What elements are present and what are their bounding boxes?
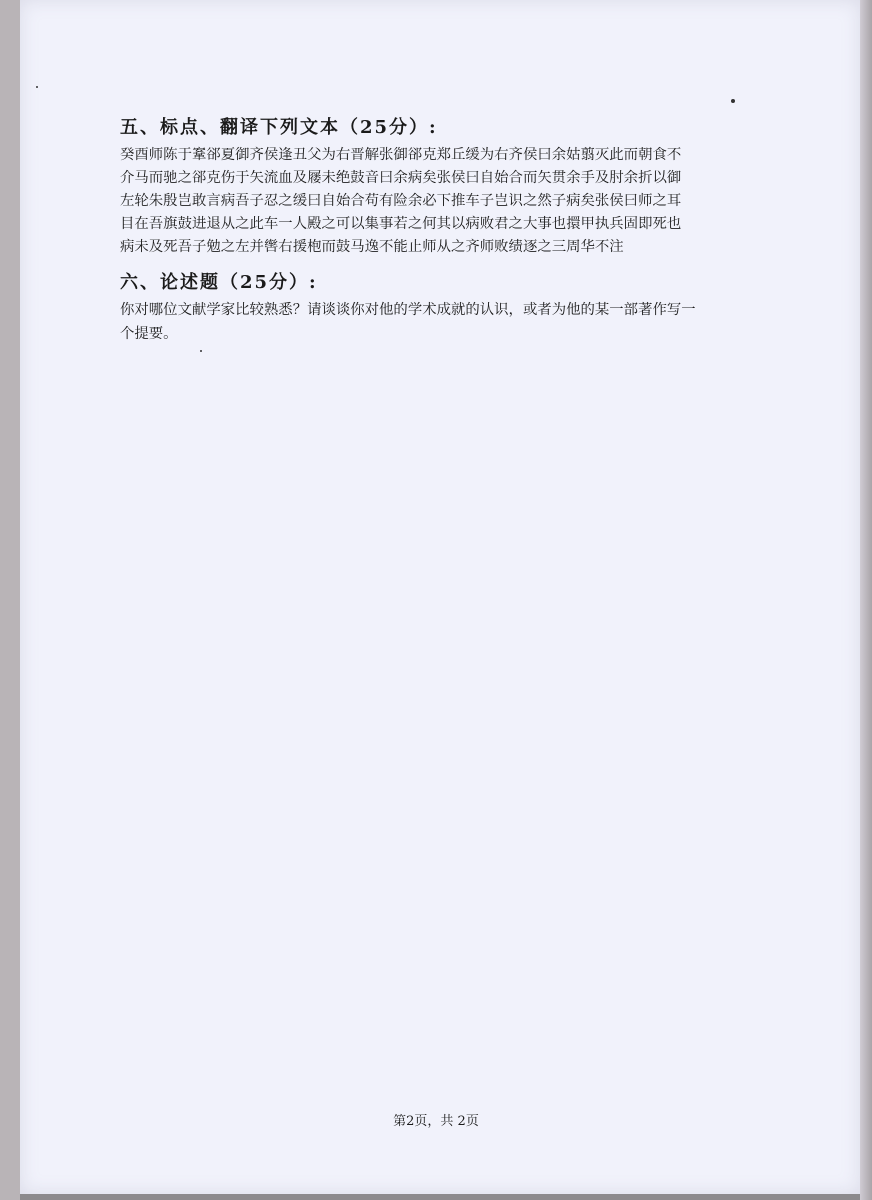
section-6-text-line: 你对哪位文献学家比较熟悉？请谈谈你对他的学术成就的认识，或者为他的某一部著作写一 xyxy=(120,302,696,318)
section-5-text-line: 目在吾旗鼓进退从之此车一人殿之可以集事若之何其以病败君之大事也擐甲执兵固即死也 xyxy=(120,216,682,232)
scan-edge xyxy=(858,0,872,1200)
section-5-heading: 五、标点、翻译下列文本（25分）: xyxy=(120,117,438,138)
page-bottom-edge xyxy=(20,1194,860,1200)
page-number: 第2页，共 2页 xyxy=(393,1114,479,1129)
scan-speck xyxy=(200,350,202,352)
section-6-text-line: 个提要。 xyxy=(120,326,178,342)
section-5-text-line: 介马而驰之郤克伤于矢流血及屦未绝鼓音曰余病矣张侯曰自始合而矢贯余手及肘余折以御 xyxy=(120,170,682,186)
section-6-heading: 六、论述题（25分）: xyxy=(120,272,318,293)
scan-speck xyxy=(36,86,38,88)
scan-speck xyxy=(731,99,735,103)
section-5-text-line: 癸酉师陈于鞌郤夏御齐侯逢丑父为右晋解张御郤克郑丘缓为右齐侯曰余姑翦灭此而朝食不 xyxy=(120,147,682,163)
section-5-text-line: 病未及死吾子勉之左并辔右援枹而鼓马逸不能止师从之齐师败绩逐之三周华不注 xyxy=(120,239,624,255)
section-5-text-line: 左轮朱殷岂敢言病吾子忍之缓曰自始合苟有险余必下推车子岂识之然子病矣张侯曰师之耳 xyxy=(120,193,682,209)
